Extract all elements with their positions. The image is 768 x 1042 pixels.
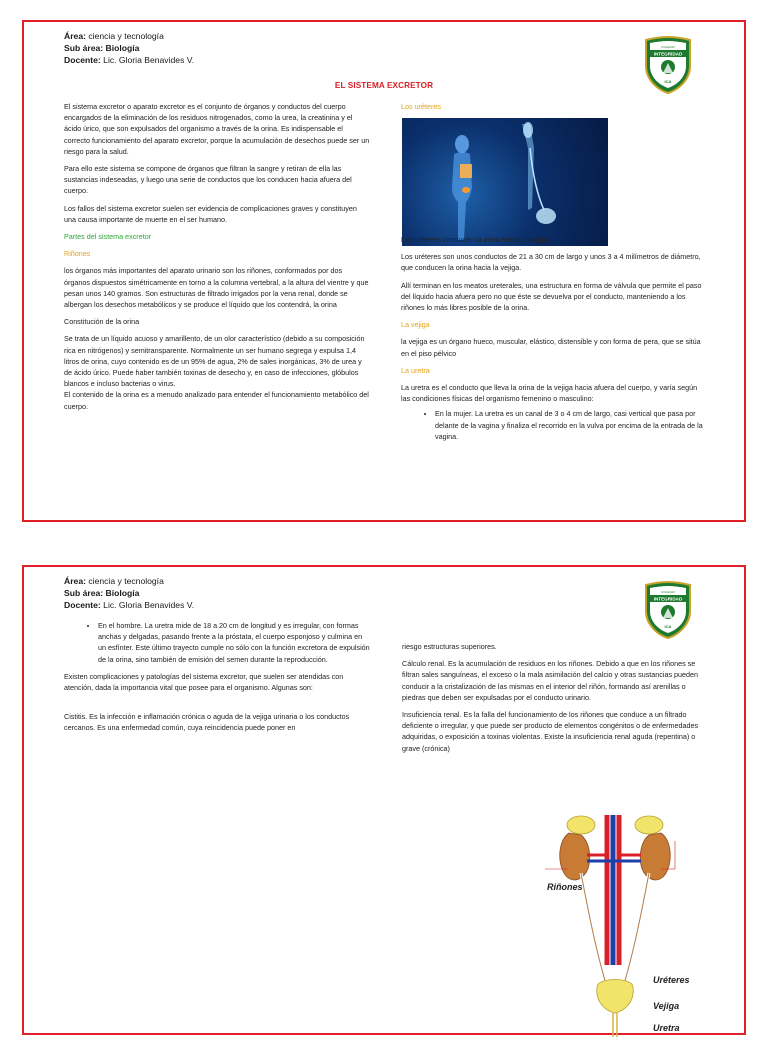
subarea-value: Biología — [103, 588, 140, 598]
complicaciones-paragraph: Existen complicaciones y patologías del sistema excretor, que suelen ser atendidas con atención, dada la importancia vital que posee para el organismo. Algunas son: — [64, 671, 344, 693]
docente-label: Docente: — [64, 600, 101, 610]
right-column-text — [401, 234, 707, 442]
intro-paragraph-2: Para ello este sistema se compone de órganos que filtran la sangre y retiran de ella las sustancias indeseadas, y luego una serie de conductos que los conducen hacia afuera del cuerpo. — [64, 164, 352, 196]
docente-label: Docente: — [64, 55, 101, 65]
page-title: EL SISTEMA EXCRETOR — [334, 81, 434, 90]
intro-paragraph-3: Los fallos del sistema excretor suelen ser evidencia de complicaciones graves y constituyen una causa importante de muerte en el ser humano. — [64, 203, 357, 224]
riesgo-paragraph: riesgo estructuras superiores. — [402, 642, 497, 651]
docente-value: Lic. Gloria Benavides V. — [100, 600, 195, 610]
ureter-illustration — [402, 118, 608, 246]
vejiga-heading: La vejiga — [401, 320, 430, 330]
logo-city: ICA — [664, 624, 672, 629]
school-logo — [644, 581, 692, 639]
page-header — [64, 30, 194, 66]
intro-paragraph-1: El sistema excretor o aparato excretor es el conjunto de órganos y conductos del cuerpo encargados de la eliminación de los residuos nitrogenados, como la urea, la creatinina y el ácido úrico, que son expulsados del organismo a través de la orina. Es indispensable el correcto funcionamiento del aparato excretor, porque la acumulación de desechos puede ser un riesgo para la salud. — [64, 102, 370, 156]
uretra-list-continued — [64, 620, 370, 665]
uretra-paragraph: La uretra es el conducto que lleva la orina de la vejiga hacia afuera del cuerpo, y varía según las condiciones físicas del organismo femenino o masculino: — [401, 383, 698, 404]
subarea-label: Sub área: — [64, 588, 104, 598]
right-column — [401, 101, 707, 118]
logo-name: INTEGRIDAD — [653, 51, 683, 57]
area-value: ciencia y tecnología — [85, 31, 164, 41]
partes-heading: Partes del sistema excretor — [64, 232, 152, 242]
urinary-system-diagram — [541, 815, 711, 1037]
constitucion-heading: Constitución de la orina — [64, 317, 140, 327]
rinones-paragraph: los órganos más importantes del aparato urinario son los riñones, conformados por dos órganos dispuestos simétricamente en torno a la columna vertebral, a la altura del vientre y que pesan unos 140 gramos. Son estructuras de filtrado irrigados por la vena renal, donde se albergan los desechos metabólicos y se produce el líquido que los contendrá, la orina — [64, 266, 369, 310]
area-line — [64, 575, 194, 587]
vejiga-paragraph: la vejiga es un órgano hueco, muscular, elástico, distensible y con forma de pera, que se sitúa en el piso pélvico — [401, 337, 701, 358]
label-ureteres: Uréteres — [653, 975, 690, 985]
left-column — [64, 101, 370, 418]
area-label: Área: — [64, 576, 86, 586]
ureteres-paragraph-1: Los uréteres conducen la orina hacia la vejiga. — [401, 235, 550, 244]
area-line — [64, 30, 194, 42]
right-column — [402, 641, 708, 760]
calculo-paragraph: Cálculo renal. Es la acumulación de residuos en los riñones. Debido a que en los riñones se filtran sales sanguíneas, el exceso o la mala asimilación del calcio y otras sustancias pueden conducir a la cristalización de las mismas en el interior del riñón, formando así arenillas o piedras que deben ser expulsadas por el conducto urinario. — [402, 659, 699, 702]
subarea-value: Biología — [103, 43, 140, 53]
document-page-1 — [22, 20, 746, 522]
ureteres-paragraph-2: Los uréteres son unos conductos de 21 a 30 cm de largo y unos 3 a 4 milímetros de diámetro, que conducen la orina hacia la vejiga. — [401, 252, 701, 273]
urinary-system-figure — [541, 815, 711, 1037]
uretra-heading: La uretra — [401, 365, 430, 375]
label-vejiga: Vejiga — [653, 1001, 680, 1011]
constitucion-paragraph-2: El contenido de la orina es a menudo analizado para entender el funcionamiento metabólico del cuerpo. — [64, 390, 369, 411]
logo-top-text: COLEGIO — [661, 590, 675, 594]
docente-value: Lic. Gloria Benavides V. — [100, 55, 195, 65]
document-page-2 — [22, 565, 746, 1035]
list-item: • En el hombre. La uretra mide de 18 a 20 cm de longitud y es irregular, con formas anchas y delgadas, pasando frente a la próstata, el cuerpo esponjoso y culmina en un esfínter. Este último trayecto cumple no sólo con la función excretora de expulsión de la orina, sino también de emisión del semen durante la reproducción. — [98, 620, 370, 665]
area-label: Área: — [64, 31, 86, 41]
label-uretra: Uretra — [653, 1023, 680, 1033]
uretra-list — [401, 408, 707, 442]
subarea-line — [64, 42, 194, 54]
rinones-heading: Riñones — [64, 249, 91, 259]
ureteres-heading: Los uréteres — [401, 102, 441, 111]
docente-line — [64, 54, 194, 66]
cistitis-paragraph: Cistitis. Es la infección e inflamación crónica o aguda de la vejiga urinaria o los conductos cercanos. Es una enfermedad común, cuya reincidencia puede poner en — [64, 712, 350, 733]
left-column — [64, 620, 370, 740]
subarea-label: Sub área: — [64, 43, 104, 53]
page-header — [64, 575, 194, 611]
insuficiencia-paragraph: Insuficiencia renal. Es la falla del funcionamiento de los riñones que conduce a un filtrado deficiente o irregular, y que puede ser producto de elementos congénitos o de enfermedades adquiridas, o exposición a toxinas violentas. Existe la insuficiencia renal aguda (repentina) o grave (crónica) — [402, 710, 699, 753]
subarea-line — [64, 587, 194, 599]
list-item: • En la mujer. La uretra es un canal de 3 o 4 cm de largo, casi vertical que pasa por delante de la vagina y finaliza el recorrido en la vulva por encima de la entrada de la vagina. — [435, 408, 707, 442]
logo-name: INTEGRIDAD — [653, 596, 683, 602]
ureteres-paragraph-3: Allí terminan en los meatos ureterales, una estructura en forma de válvula que permite el paso del líquido hacia afuera pero no que éste se devuelva por el conducto, manteniendo a los riñones lo más libres posible de la orina. — [401, 280, 702, 313]
area-value: ciencia y tecnología — [85, 576, 164, 586]
logo-city: ICA — [664, 79, 672, 84]
logo-top-text: COLEGIO — [661, 45, 675, 49]
label-rinones: Riñones — [547, 882, 583, 892]
constitucion-paragraph: Se trata de un líquido acuoso y amarillento, de un olor característico (debido a su composición rica en nitrógenos) y semitransparente. Normalmente un ser humano segrega y expulsa 1,4 litros de orina, cuyo contenido es de un 95% de agua, 2% de sales inorgánicas, 3% de urea y de ácido úrico. Puede haber también toxinas de desecho y, en caso de infecciones, glóbulos blancos e incluso bacterias o virus. — [64, 334, 365, 389]
docente-line — [64, 599, 194, 611]
